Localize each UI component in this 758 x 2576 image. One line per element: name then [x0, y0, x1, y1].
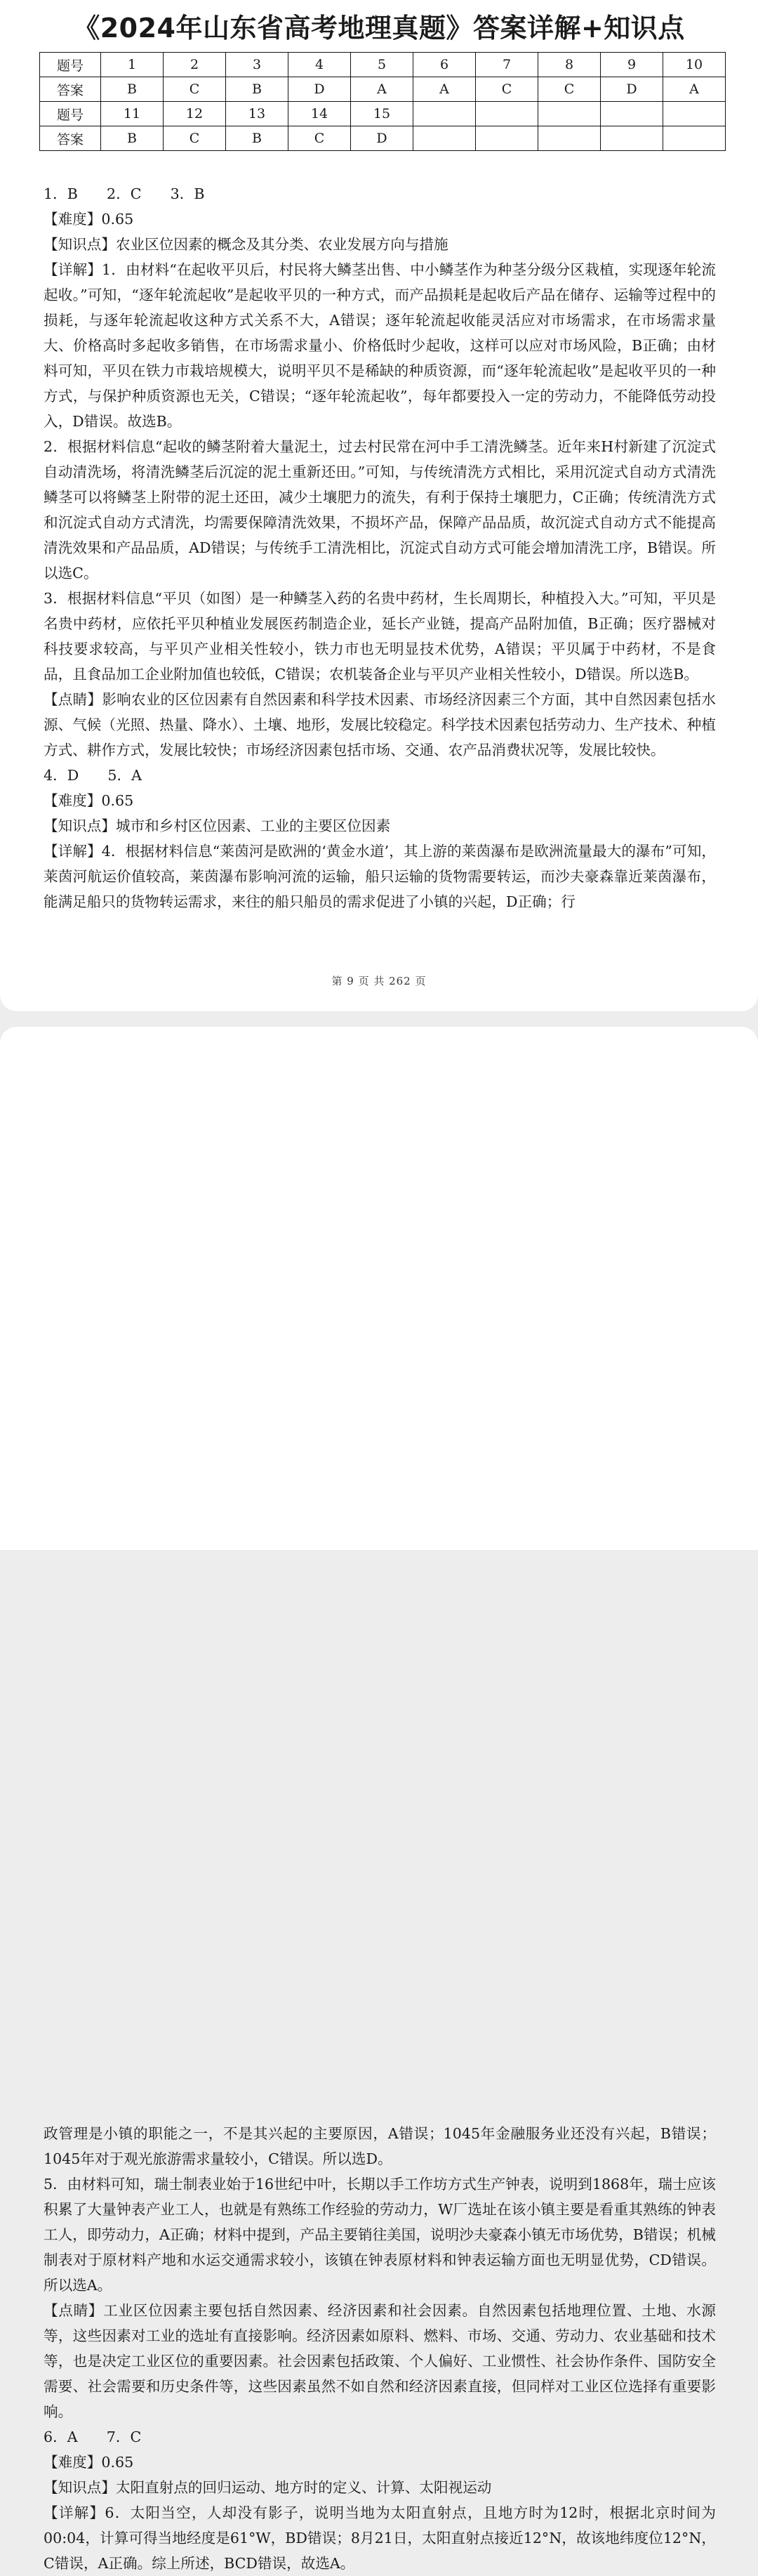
answer-table-cell: C — [288, 126, 351, 151]
answer-table-cell — [476, 102, 538, 126]
answer-table-cell: 4 — [288, 53, 351, 77]
answer-table-cell — [601, 102, 663, 126]
answer-table-cell: B — [226, 77, 288, 102]
answer-table-row — [40, 102, 726, 126]
detail-paragraph: 【详解】1．由材料“在起收平贝后，村民将大鳞茎出售、中小鳞茎作为种茎分级分区栽植，实现逐年轮流起收。”可知，“逐年轮流起收”是起收平贝的一种方式，而产品损耗是起收后产品在储存、运输等过程中的损耗，与逐年轮流起收这种方式关系不大，A错误；逐年轮流起收能灵活应对市场需求，在市场需求量大、价格高时多起收多销售，在市场需求量小、价格低时少起收，这样可以应对市场风险，B正确；由材料可知，平贝在铁力市栽培规模大，说明平贝不是稀缺的种质资源，而“逐年轮流起收”是起收平贝的一种方式，与保护种质资源也无关，C错误；“逐年轮流起收”，每年都要投入一定的劳动力，不能降低劳动投入，D错误。故选B。 — [44, 261, 716, 430]
answer-line: 4．D 5．A — [44, 767, 142, 784]
answer-table-cell: C — [164, 126, 226, 151]
answer-table-cell — [663, 126, 726, 151]
difficulty-line: 【难度】0.65 — [44, 792, 134, 809]
knowledge-point-line: 【知识点】太阳直射点的回归运动、地方时的定义、计算、太阳视运动 — [44, 2479, 492, 2496]
detail-paragraph: 5．由材料可知，瑞士制表业始于16世纪中叶，长期以手工作坊方式生产钟表，说明到1868年，瑞士应该积累了大量钟表产业工人，也就是有熟练工作经验的劳动力，W厂选址在该小镇主要是看重其熟练的钟表工人，即劳动力，A正确；材料中提到，产品主要销往美国，说明沙夫豪森小镇无市场优势，B错误；机械制表对于原材料产地和水运交通需求较小，该镇在钟表原材料和钟表运输方面也无明显优势，CD错误。所以选A。 — [44, 2176, 716, 2294]
answer-table-cell: C — [164, 77, 226, 102]
detail-paragraph: 政管理是小镇的职能之一，不是其兴起的主要原因，A错误；1045年金融服务业还没有兴起，B错误；1045年对于观光旅游需求量较小，C错误。所以选D。 — [44, 2125, 716, 2167]
answer-table-cell: B — [226, 126, 288, 151]
answer-table-cell: 9 — [601, 53, 663, 77]
answer-table-header-cell: 答案 — [40, 77, 101, 102]
answer-table-cell — [601, 126, 663, 151]
answer-table-row — [40, 53, 726, 77]
answer-table-cell: B — [101, 77, 164, 102]
answer-table-cell — [663, 102, 726, 126]
key-point-paragraph: 【点睛】影响农业的区位因素有自然因素和科学技术因素、市场经济因素三个方面，其中自然因素包括水源、气候（光照、热量、降水）、土壤、地形，发展比较稳定。科学技术因素包括劳动力、生产技术、种植方式、耕作方式，发展比较快；市场经济因素包括市场、交通、农产品消费状况等，发展比较快。 — [44, 691, 716, 758]
answer-table — [39, 52, 726, 151]
answer-table-cell: A — [413, 77, 476, 102]
answer-table-cell: 14 — [288, 102, 351, 126]
document-page-2 — [0, 1027, 758, 2572]
answer-table-cell: 7 — [476, 53, 538, 77]
document-page-1 — [0, 0, 758, 1011]
answer-table-cell — [413, 126, 476, 151]
answer-line: 6．A 7．C — [44, 2429, 142, 2445]
knowledge-point-line: 【知识点】城市和乡村区位因素、工业的主要区位因素 — [44, 817, 391, 834]
answer-table-cell: C — [538, 77, 601, 102]
document-title: 《2024年山东省高考地理真题》答案详解+知识点 — [73, 13, 685, 44]
answer-table-cell: 2 — [164, 53, 226, 77]
answer-table-cell: A — [663, 77, 726, 102]
answer-table-cell: 3 — [226, 53, 288, 77]
difficulty-line: 【难度】0.65 — [44, 211, 134, 228]
answer-table-cell: D — [351, 126, 413, 151]
detail-paragraph: 【详解】6．太阳当空，人却没有影子，说明当地为太阳直射点，且地方时为12时，根据北京时间为00:04，计算可得当地经度是61°W，BD错误；8月21日，太阳直射点接近12°N，故该地纬度位12°N，C错误，A正确。综上所述，BCD错误，故选A。 — [44, 2504, 716, 2572]
answer-table-cell — [476, 126, 538, 151]
answer-table-cell — [413, 102, 476, 126]
page-number-footer: 第 9 页 共 262 页 — [331, 975, 427, 987]
answer-table-cell: 13 — [226, 102, 288, 126]
answer-table-cell — [538, 102, 601, 126]
knowledge-point-line: 【知识点】农业区位因素的概念及其分类、农业发展方向与措施 — [44, 236, 448, 253]
answer-table-cell: 12 — [164, 102, 226, 126]
answer-table-cell: 8 — [538, 53, 601, 77]
detail-paragraph: 2．根据材料信息“起收的鳞茎附着大量泥土，过去村民常在河中手工清洗鳞茎。近年来H村新建了沉淀式自动清洗场，将清洗鳞茎后沉淀的泥土重新还田。”可知，与传统清洗方式相比，采用沉淀式自动方式清洗鳞茎可以将鳞茎上附带的泥土还田，减少土壤肥力的流失，有利于保持土壤肥力，C正确；传统清洗方式和沉淀式自动方式清洗，均需要保障清洗效果，不损坏产品，保障产品品质，故沉淀式自动方式不能提高清洗效果和产品品质，AD错误；与传统手工清洗相比，沉淀式自动方式可能会增加清洗工序，B错误。所以选C。 — [44, 438, 716, 581]
key-point-paragraph: 【点睛】工业区位因素主要包括自然因素、经济因素和社会因素。自然因素包括地理位置、土地、水源等，这些因素对工业的选址有直接影响。经济因素如原料、燃料、市场、交通、劳动力、农业基础和技术等，也是决定工业区位的重要因素。社会因素包括政策、个人偏好、工业惯性、社会协作条件、国防安全需要、社会需要和历史条件等，这些因素虽然不如自然和经济因素直接，但同样对工业区位选择有重要影响。 — [44, 2302, 716, 2420]
explanation-section-2 — [44, 2121, 716, 2576]
answer-table-cell: B — [101, 126, 164, 151]
answer-table-cell: 1 — [101, 53, 164, 77]
answer-line: 1．B 2．C 3．B — [44, 185, 205, 202]
answer-table-header-cell: 题号 — [40, 53, 101, 77]
explanation-section-1 — [44, 181, 716, 914]
answer-table-header-cell: 题号 — [40, 102, 101, 126]
answer-table-row — [40, 126, 726, 151]
answer-table-header-cell: 答案 — [40, 126, 101, 151]
answer-table-cell: 15 — [351, 102, 413, 126]
answer-table-cell: C — [476, 77, 538, 102]
detail-paragraph: 3．根据材料信息“平贝（如图）是一种鳞茎入药的名贵中药材，生长周期长，种植投入大。”可知，平贝是名贵中药材，应依托平贝种植业发展医药制造企业，延长产业链，提高产品附加值，B正确；医疗器械对科技要求较高，与平贝产业相关性较小，铁力市也无明显技术优势，A错误；平贝属于中药材，不是食品，且食品加工企业附加值也较低，C错误；农机装备企业与平贝产业相关性较小，D错误。所以选B。 — [44, 590, 716, 683]
answer-table-cell: D — [288, 77, 351, 102]
answer-table-cell: 11 — [101, 102, 164, 126]
difficulty-line: 【难度】0.65 — [44, 2454, 134, 2471]
answer-table-cell: 6 — [413, 53, 476, 77]
answer-table-cell: D — [601, 77, 663, 102]
detail-paragraph: 【详解】4．根据材料信息“莱茵河是欧洲的‘黄金水道’，其上游的莱茵瀑布是欧洲流量最大的瀑布”可知，莱茵河航运价值较高，莱茵瀑布影响河流的运输，船只运输的货物需要转运，而沙夫豪森靠近莱茵瀑布，能满足船只的货物转运需求，来往的船只船员的需求促进了小镇的兴起，D正确；行 — [44, 843, 716, 910]
answer-table-cell: 5 — [351, 53, 413, 77]
answer-table-cell: A — [351, 77, 413, 102]
answer-table-cell — [538, 126, 601, 151]
answer-table-row — [40, 77, 726, 102]
answer-table-cell: 10 — [663, 53, 726, 77]
